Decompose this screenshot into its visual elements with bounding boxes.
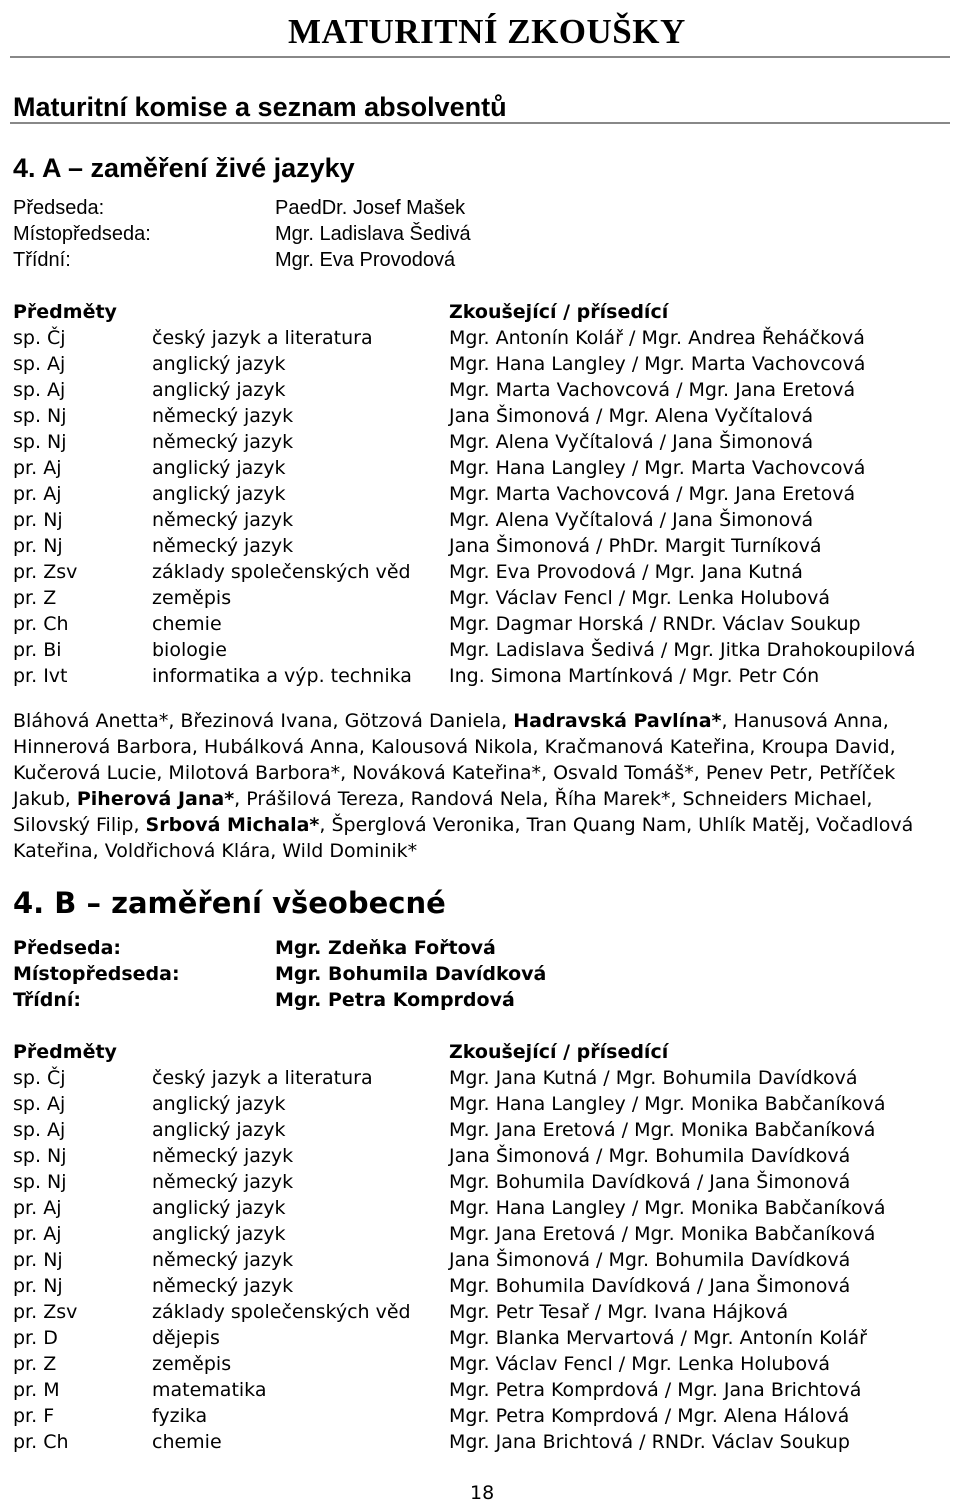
subject-code: pr. Aj	[13, 1197, 62, 1219]
subject-name: anglický jazyk	[152, 379, 286, 401]
subject-name: český jazyk a literatura	[152, 327, 373, 349]
subject-examiners: Mgr. Alena Vyčítalová / Jana Šimonová	[449, 509, 814, 531]
subject-code: sp. Nj	[13, 1171, 67, 1193]
class-b-title: 4. B – zaměření všeobecné	[13, 886, 446, 920]
subject-code: sp. Nj	[13, 405, 67, 427]
subject-name: zeměpis	[152, 1353, 232, 1375]
leader-name: Mgr. Ladislava Šedivá	[275, 223, 471, 245]
subject-code: pr. F	[13, 1405, 55, 1427]
subject-code: pr. D	[13, 1327, 58, 1349]
subject-name: anglický jazyk	[152, 1093, 286, 1115]
leader-role: Místopředseda:	[13, 963, 180, 985]
subject-code: sp. Aj	[13, 379, 66, 401]
subject-name: základy společenských věd	[152, 1301, 411, 1323]
leader-role: Třídní:	[13, 249, 71, 271]
subject-code: pr. Nj	[13, 535, 63, 557]
subject-examiners: Mgr. Marta Vachovcová / Mgr. Jana Eretová	[449, 483, 856, 505]
leader-role: Předseda:	[13, 937, 121, 959]
subject-examiners: Mgr. Petr Tesař / Mgr. Ivana Hájková	[449, 1301, 789, 1323]
subject-code: pr. Ch	[13, 1431, 69, 1453]
leader-name: Mgr. Petra Komprdová	[275, 989, 515, 1011]
class-a-title: 4. A – zaměření živé jazyky	[13, 153, 355, 183]
graduate-honors: Srbová Michala*	[145, 814, 320, 836]
subject-code: sp. Nj	[13, 1145, 67, 1167]
subject-name: český jazyk a literatura	[152, 1067, 373, 1089]
subject-name: biologie	[152, 639, 227, 661]
subject-name: německý jazyk	[152, 1171, 294, 1193]
section-divider	[10, 122, 950, 124]
subject-examiners: Ing. Simona Martínková / Mgr. Petr Cón	[449, 665, 820, 687]
subject-examiners: Mgr. Hana Langley / Mgr. Marta Vachovcová	[449, 457, 866, 479]
subject-name: anglický jazyk	[152, 483, 286, 505]
subject-code: pr. Aj	[13, 457, 62, 479]
graduate-text: , Prášilová Tereza, Randová Nela, Říha Marek*, Schneiders Michael, Silovský Filip,	[13, 788, 873, 836]
subject-name: anglický jazyk	[152, 457, 286, 479]
subject-examiners: Mgr. Václav Fencl / Mgr. Lenka Holubová	[449, 1353, 830, 1375]
subjects-header: Předměty	[13, 301, 117, 323]
subject-name: německý jazyk	[152, 431, 294, 453]
subject-code: sp. Aj	[13, 1093, 66, 1115]
leader-role: Třídní:	[13, 989, 81, 1011]
subject-code: pr. Aj	[13, 1223, 62, 1245]
subject-examiners: Mgr. Marta Vachovcová / Mgr. Jana Eretová	[449, 379, 856, 401]
examiners-header: Zkoušející / přísedící	[449, 1041, 669, 1063]
subject-examiners: Mgr. Dagmar Horská / RNDr. Václav Soukup	[449, 613, 861, 635]
subject-examiners: Jana Šimonová / PhDr. Margit Turníková	[449, 535, 822, 557]
graduate-honors: Piherová Jana*	[76, 788, 235, 810]
leader-role: Místopředseda:	[13, 223, 151, 245]
graduate-text: , Šperglová Veronika, Tran Quang Nam, Uhlík Matěj, Vočadlová Kateřina, Voldřichová Klára, Wild Dominik*	[13, 814, 914, 862]
subject-name: informatika a výp. technika	[152, 665, 412, 687]
subject-examiners: Mgr. Antonín Kolář / Mgr. Andrea Řeháčková	[449, 327, 865, 349]
subject-code: sp. Čj	[13, 327, 66, 349]
subject-examiners: Jana Šimonová / Mgr. Bohumila Davídková	[449, 1249, 851, 1271]
page-title: MATURITNÍ ZKOUŠKY	[288, 12, 686, 51]
subjects-header: Předměty	[13, 1041, 117, 1063]
subject-name: chemie	[152, 1431, 222, 1453]
subject-code: pr. Nj	[13, 1249, 63, 1271]
page-number: 18	[470, 1482, 495, 1504]
subject-examiners: Mgr. Jana Eretová / Mgr. Monika Babčaníková	[449, 1119, 876, 1141]
subject-name: německý jazyk	[152, 1145, 294, 1167]
subject-code: sp. Aj	[13, 353, 66, 375]
subject-examiners: Mgr. Blanka Mervartová / Mgr. Antonín Kolář	[449, 1327, 867, 1349]
subject-examiners: Mgr. Bohumila Davídková / Jana Šimonová	[449, 1275, 851, 1297]
subject-name: německý jazyk	[152, 509, 294, 531]
subject-code: pr. Z	[13, 587, 57, 609]
subject-examiners: Mgr. Hana Langley / Mgr. Marta Vachovcová	[449, 353, 866, 375]
subject-code: pr. Ch	[13, 613, 69, 635]
subject-examiners: Jana Šimonová / Mgr. Alena Vyčítalová	[449, 405, 814, 427]
subject-examiners: Mgr. Jana Kutná / Mgr. Bohumila Davídková	[449, 1067, 858, 1089]
subject-name: anglický jazyk	[152, 1223, 286, 1245]
subject-code: pr. Zsv	[13, 561, 78, 583]
subject-examiners: Mgr. Jana Brichtová / RNDr. Václav Soukup	[449, 1431, 850, 1453]
subject-name: anglický jazyk	[152, 353, 286, 375]
subject-name: německý jazyk	[152, 535, 294, 557]
subject-examiners: Jana Šimonová / Mgr. Bohumila Davídková	[449, 1145, 851, 1167]
subject-examiners: Mgr. Ladislava Šedivá / Mgr. Jitka Drahokoupilová	[449, 639, 916, 661]
leader-role: Předseda:	[13, 197, 105, 219]
graduate-text: Bláhová Anetta*, Březinová Ivana, Götzová Daniela,	[13, 710, 514, 732]
leader-name: Mgr. Bohumila Davídková	[275, 963, 547, 985]
subject-name: německý jazyk	[152, 405, 294, 427]
subject-code: sp. Nj	[13, 431, 67, 453]
leader-name: Mgr. Zdeňka Fořtová	[275, 937, 496, 959]
subject-code: pr. Nj	[13, 1275, 63, 1297]
leader-name: PaedDr. Josef Mašek	[275, 197, 466, 219]
subject-examiners: Mgr. Hana Langley / Mgr. Monika Babčaníková	[449, 1197, 886, 1219]
subject-examiners: Mgr. Eva Provodová / Mgr. Jana Kutná	[449, 561, 803, 583]
subject-name: německý jazyk	[152, 1275, 294, 1297]
subject-code: sp. Aj	[13, 1119, 66, 1141]
subject-name: anglický jazyk	[152, 1119, 286, 1141]
subject-examiners: Mgr. Alena Vyčítalová / Jana Šimonová	[449, 431, 814, 453]
subject-code: pr. Bi	[13, 639, 62, 661]
subject-code: pr. Ivt	[13, 665, 68, 687]
subject-name: fyzika	[152, 1405, 208, 1427]
section-heading: Maturitní komise a seznam absolventů	[13, 92, 507, 122]
graduate-text: , Hanusová Anna, Hinnerová Barbora, Hubálková Anna, Kalousová Nikola, Kračmanová Kateřina, Kroupa David, Kučerová Lucie, Milotová Barbora*, Nováková Kateřina*, Osvald Tomáš*, Penev Petr, Petříček Jakub,	[13, 710, 896, 810]
title-divider	[10, 56, 950, 58]
class-a-graduates	[13, 708, 943, 864]
subject-name: matematika	[152, 1379, 267, 1401]
subject-name: anglický jazyk	[152, 1197, 286, 1219]
subject-name: dějepis	[152, 1327, 220, 1349]
subject-name: základy společenských věd	[152, 561, 411, 583]
subject-examiners: Mgr. Bohumila Davídková / Jana Šimonová	[449, 1171, 851, 1193]
subject-examiners: Mgr. Petra Komprdová / Mgr. Alena Hálová	[449, 1405, 850, 1427]
subject-code: pr. Zsv	[13, 1301, 78, 1323]
subject-code: pr. M	[13, 1379, 60, 1401]
subject-code: pr. Nj	[13, 509, 63, 531]
subject-name: chemie	[152, 613, 222, 635]
subject-examiners: Mgr. Hana Langley / Mgr. Monika Babčaníková	[449, 1093, 886, 1115]
subject-code: pr. Z	[13, 1353, 57, 1375]
graduate-honors: Hadravská Pavlína*	[513, 710, 722, 732]
leader-name: Mgr. Eva Provodová	[275, 249, 456, 271]
subject-code: sp. Čj	[13, 1067, 66, 1089]
subject-examiners: Mgr. Václav Fencl / Mgr. Lenka Holubová	[449, 587, 830, 609]
subject-code: pr. Aj	[13, 483, 62, 505]
subject-examiners: Mgr. Jana Eretová / Mgr. Monika Babčaníková	[449, 1223, 876, 1245]
subject-examiners: Mgr. Petra Komprdová / Mgr. Jana Brichtová	[449, 1379, 862, 1401]
subject-name: zeměpis	[152, 587, 232, 609]
examiners-header: Zkoušející / přísedící	[449, 301, 669, 323]
subject-name: německý jazyk	[152, 1249, 294, 1271]
